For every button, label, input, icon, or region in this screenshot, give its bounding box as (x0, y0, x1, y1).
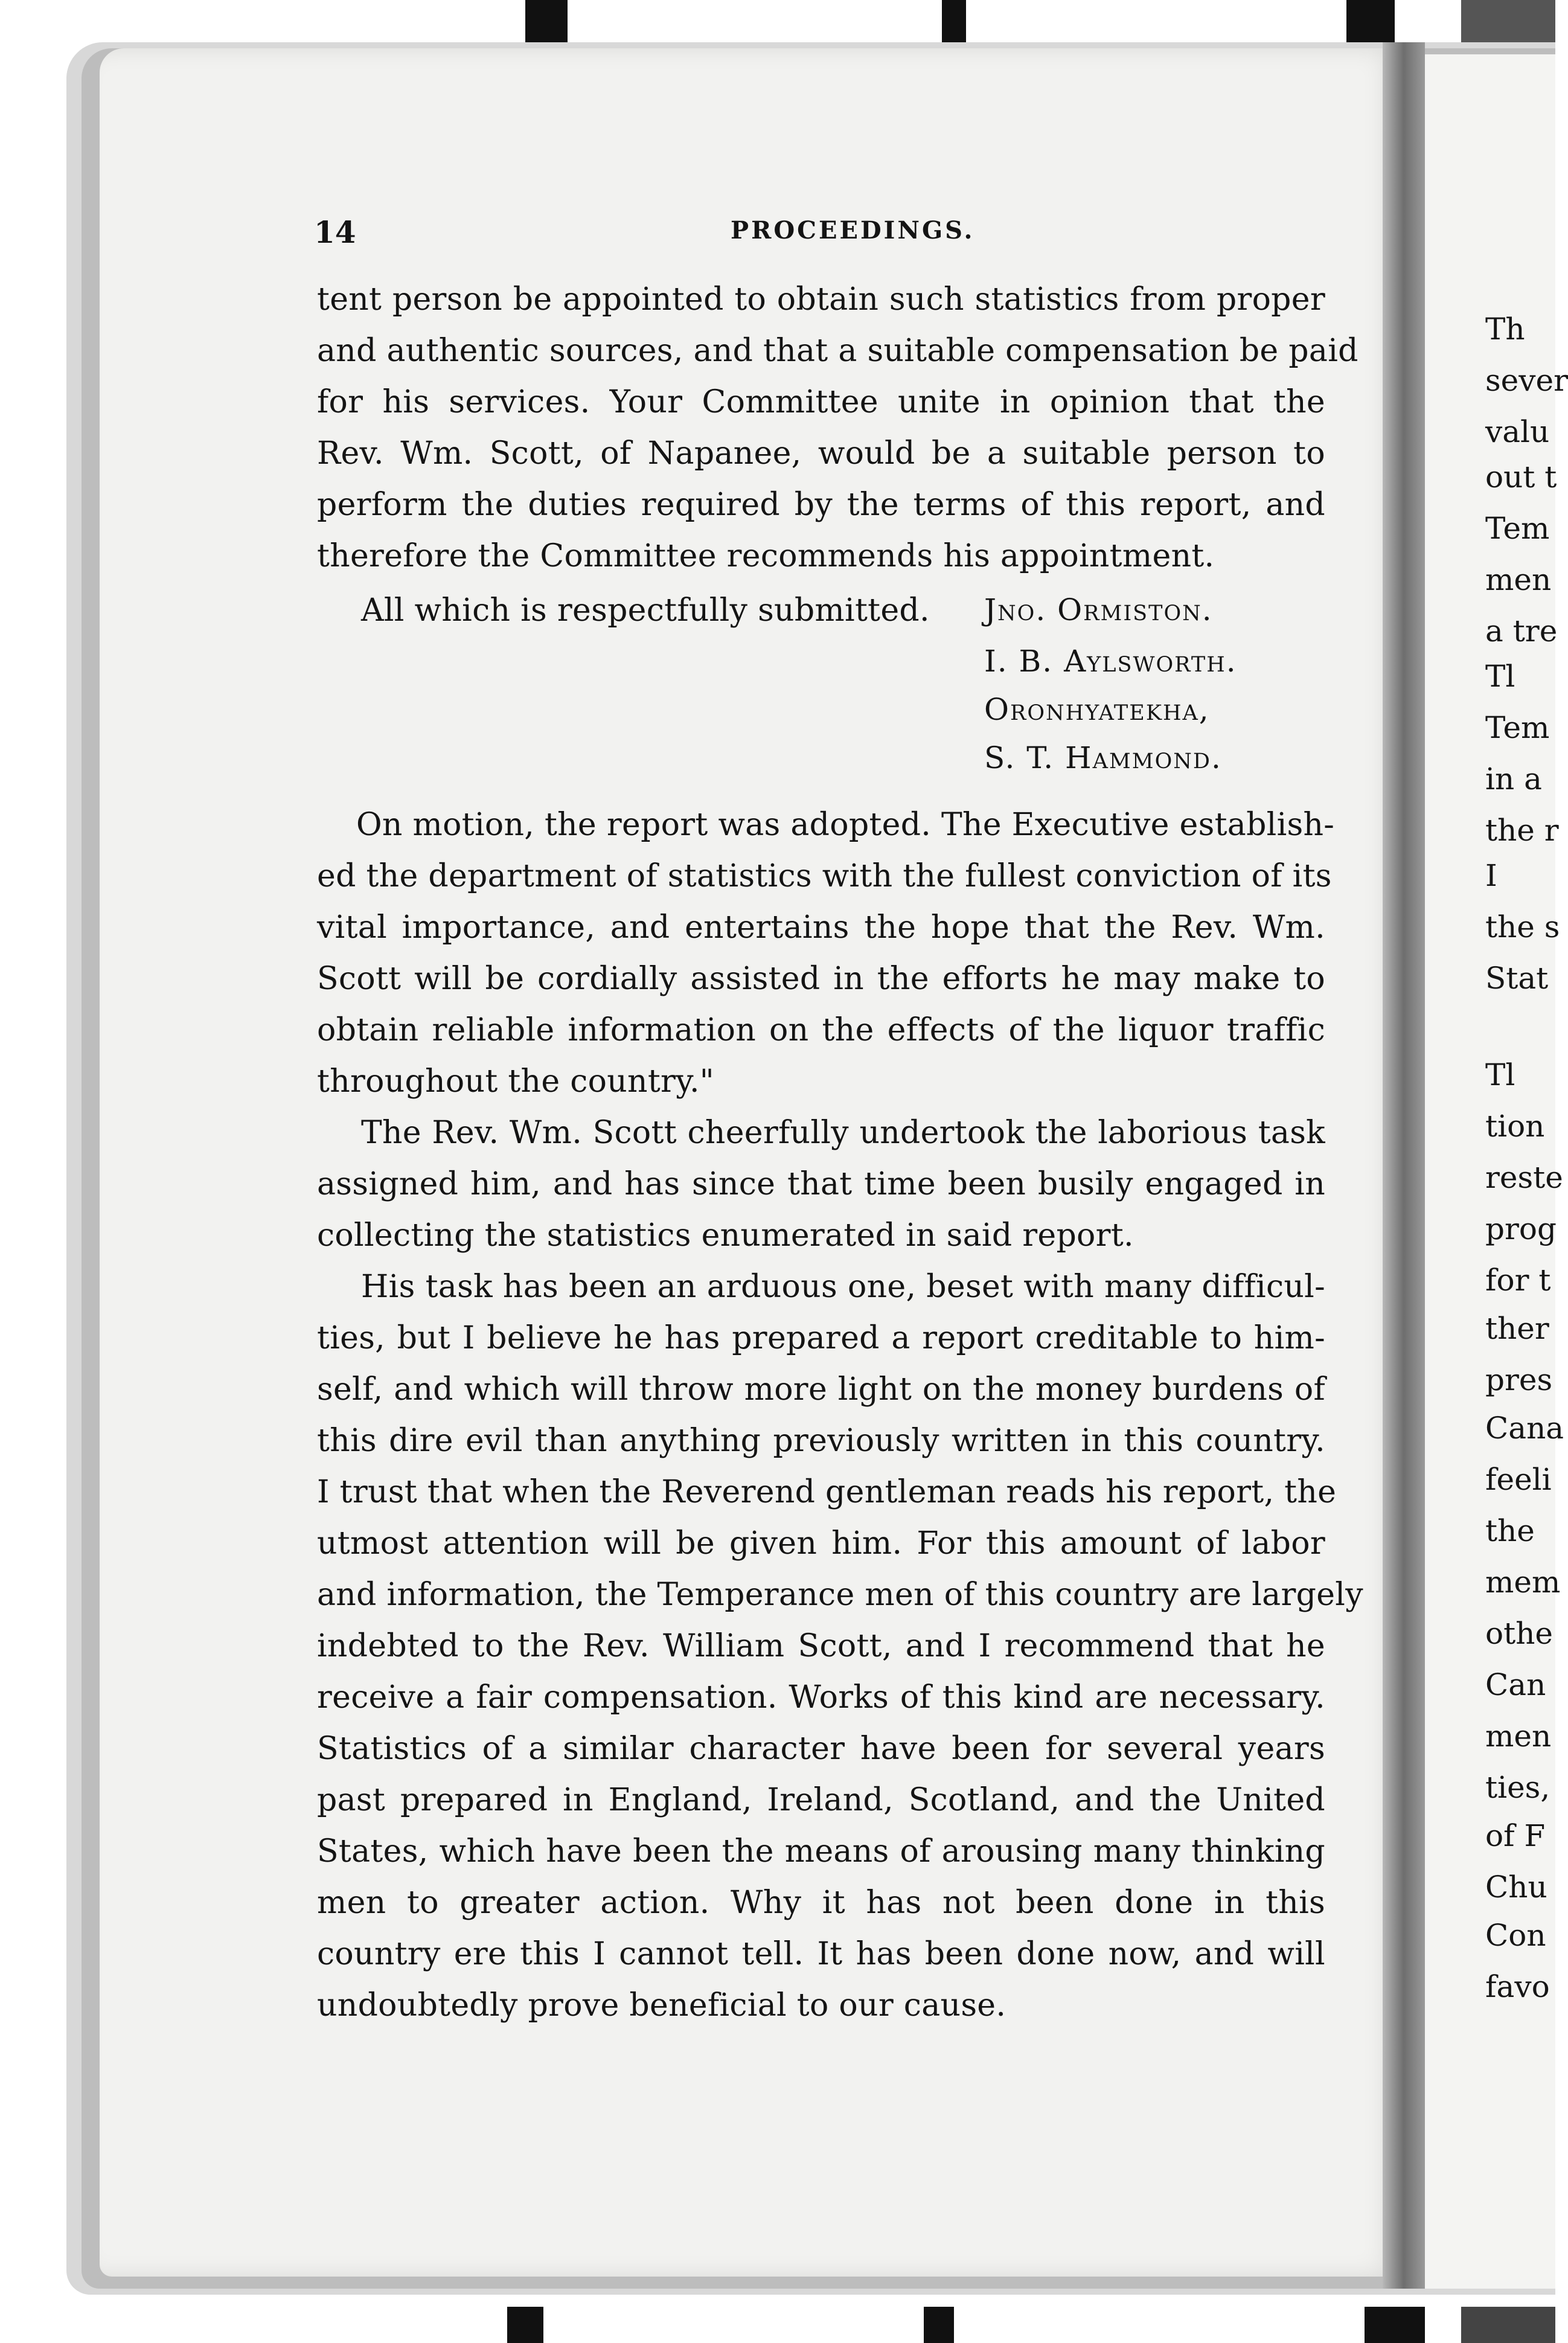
right-page-fragment: Tl (1485, 1057, 1515, 1092)
right-page-fragment: of F (1485, 1818, 1546, 1853)
task-line: States, which have been the means of arousing many thinking (317, 1833, 1325, 1870)
right-page-fragment: pres (1485, 1362, 1553, 1397)
right-page-fragment: Cana (1485, 1411, 1564, 1446)
right-page-fragment: in a (1485, 761, 1542, 796)
right-page-fragment: sever (1485, 363, 1568, 398)
right-page-fragment: the (1485, 1513, 1535, 1548)
task-line: this dire evil than anything previously written in this country. (317, 1423, 1325, 1459)
motion-line: vital importance, and entertains the hope that the Rev. Wm. (317, 909, 1325, 946)
right-page-fragment: mem (1485, 1565, 1561, 1600)
book-gutter (1383, 42, 1425, 2289)
task-line: I trust that when the Reverend gentleman reads his report, the (317, 1474, 1337, 1510)
right-page-fragment: men (1485, 1719, 1552, 1754)
body-line: therefore the Committee recommends his appointment. (317, 538, 1215, 574)
scan-mark (525, 0, 568, 42)
right-page-fragment: out t (1485, 460, 1557, 495)
motion-line: Scott will be cordially assisted in the efforts he may make to (317, 961, 1325, 997)
right-page-fragment: I (1485, 858, 1497, 893)
scan-mark (924, 2307, 954, 2343)
task-line: His task has been an arduous one, beset with many difficul- (361, 1269, 1325, 1305)
right-page-fragment: Can (1485, 1667, 1546, 1702)
task-line: Statistics of a similar character have been for several years (317, 1731, 1325, 1767)
motion-line: ed the department of statistics with the fullest conviction of its (317, 858, 1332, 894)
right-page-fragment: prog (1485, 1211, 1557, 1246)
right-page-fragment: Tl (1485, 659, 1515, 694)
right-page-fragment: Chu (1485, 1870, 1547, 1905)
signatory: I. B. Aylsworth. (984, 644, 1237, 679)
right-page-fragment: othe (1485, 1616, 1553, 1651)
task-line: self, and which will throw more light on the money burdens of (317, 1371, 1325, 1408)
body-line: for his services. Your Committee unite in opinion that the (317, 384, 1325, 420)
scan-mark (942, 0, 966, 42)
right-page-fragment: ties, (1485, 1770, 1550, 1805)
scan-mark (1346, 0, 1395, 42)
body-line: Rev. Wm. Scott, of Napanee, would be a suitable person to (317, 435, 1325, 472)
body-line: and authentic sources, and that a suitable compensation be paid (317, 333, 1358, 369)
right-page-fragment: Con (1485, 1918, 1546, 1953)
scan-mark (1461, 2307, 1555, 2343)
signatory: Oronhyatekha, (984, 692, 1210, 727)
scan-mark (1365, 2307, 1425, 2343)
right-page-fragment: favo (1485, 1969, 1550, 2004)
right-page-fragment: for t (1485, 1263, 1551, 1298)
right-page-fragment: tion (1485, 1109, 1545, 1144)
right-page-fragment: feeli (1485, 1462, 1552, 1497)
right-page-fragment: reste (1485, 1160, 1563, 1195)
signatory: S. T. Hammond. (984, 740, 1222, 775)
scott-line: collecting the statistics enumerated in said report. (317, 1217, 1134, 1254)
right-page-fragment: the s (1485, 909, 1560, 944)
scott-line: The Rev. Wm. Scott cheerfully undertook the laborious task (361, 1115, 1325, 1151)
submitted-line: All which is respectfully submitted. (361, 592, 930, 629)
motion-line: obtain reliable information on the effects of the liquor traffic (317, 1012, 1325, 1048)
motion-line: throughout the country." (317, 1063, 715, 1100)
task-line: past prepared in England, Ireland, Scotland, and the United (317, 1782, 1325, 1818)
scan-mark (1461, 0, 1555, 42)
page-number: 14 (314, 214, 356, 250)
body-line: tent person be appointed to obtain such statistics from proper (317, 281, 1325, 318)
scan-mark (507, 2307, 543, 2343)
task-line: indebted to the Rev. William Scott, and I recommend that he (317, 1628, 1325, 1664)
task-line: and information, the Temperance men of this country are largely (317, 1577, 1363, 1613)
right-page-fragment: ther (1485, 1311, 1549, 1346)
task-line: undoubtedly prove beneficial to our cause. (317, 1987, 1006, 2024)
task-line: ties, but I believe he has prepared a report creditable to him- (317, 1320, 1325, 1356)
right-page-fragment: Tem (1485, 511, 1550, 546)
task-line: men to greater action. Why it has not been done in this (317, 1885, 1325, 1921)
motion-line: On motion, the report was adopted. The Executive establish- (356, 807, 1335, 843)
right-page-fragment: a tre (1485, 614, 1558, 649)
body-line: perform the duties required by the terms of this report, and (317, 487, 1325, 523)
right-page-fragment: Th (1485, 312, 1525, 347)
task-line: receive a fair compensation. Works of this kind are necessary. (317, 1679, 1325, 1716)
running-title: PROCEEDINGS. (731, 216, 975, 245)
right-page-fragment: men (1485, 562, 1552, 597)
signatory: Jno. Ormiston. (984, 592, 1213, 627)
scott-line: assigned him, and has since that time been busily engaged in (317, 1166, 1325, 1202)
right-page-fragment: valu (1485, 414, 1550, 449)
task-line: utmost attention will be given him. For this amount of labor (317, 1525, 1325, 1562)
right-page-fragment: the r (1485, 813, 1559, 848)
right-page-fragment: Tem (1485, 710, 1550, 745)
task-line: country ere this I cannot tell. It has been done now, and will (317, 1936, 1325, 1972)
right-page-fragment: Stat (1485, 961, 1549, 996)
